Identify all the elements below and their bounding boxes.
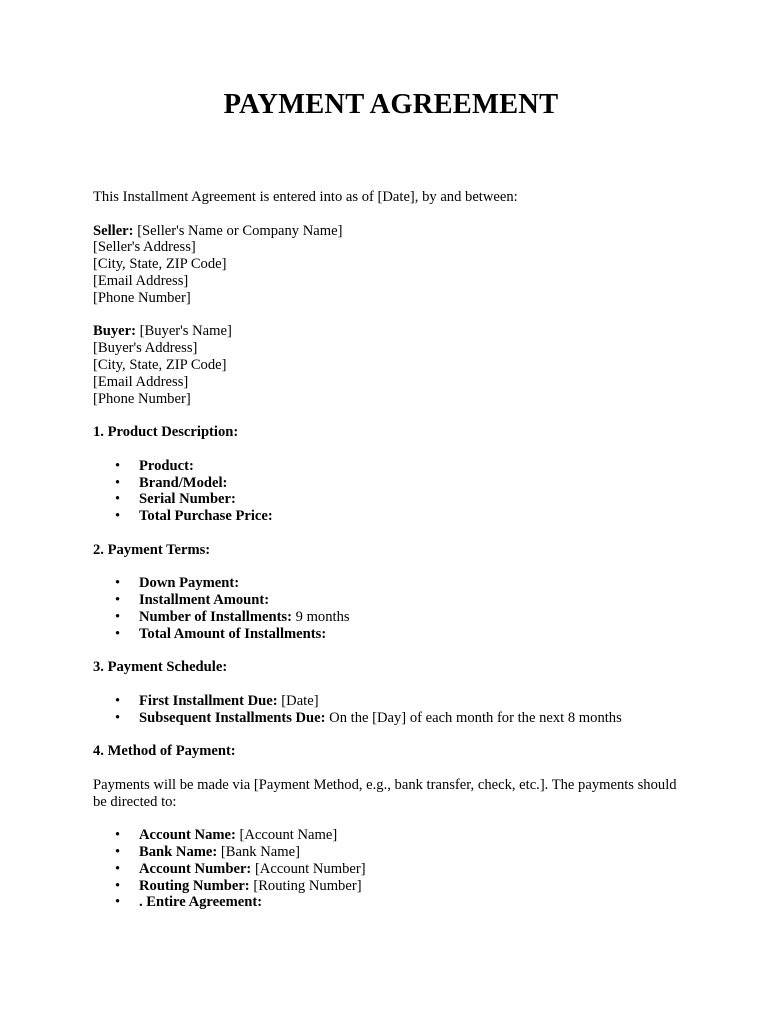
payment-terms-list xyxy=(93,575,693,642)
bullet-icon: • xyxy=(115,692,121,709)
bullet-icon: • xyxy=(115,894,121,911)
item-label: Serial Number: xyxy=(139,491,236,508)
list-item xyxy=(93,475,693,492)
spacer xyxy=(93,760,693,777)
payment-account-list xyxy=(93,827,693,911)
document-title: PAYMENT AGREEMENT xyxy=(223,89,559,120)
seller-address: [Seller's Address] xyxy=(93,239,196,256)
bullet-icon: • xyxy=(115,827,121,844)
buyer-address: [Buyer's Address] xyxy=(93,340,198,357)
product-description-list xyxy=(93,458,693,525)
bullet-icon: • xyxy=(115,491,121,508)
bullet-icon: • xyxy=(115,877,121,894)
seller-email: [Email Address] xyxy=(93,272,189,289)
list-item xyxy=(93,575,693,592)
seller-name: [Seller's Name or Company Name] xyxy=(137,222,343,239)
spacer xyxy=(93,206,693,223)
item-label: Account Number: xyxy=(139,860,252,877)
list-item xyxy=(93,491,693,508)
list-item xyxy=(93,508,693,525)
list-item xyxy=(93,609,693,626)
item-value: [Account Number] xyxy=(254,860,366,877)
list-item xyxy=(93,626,693,643)
seller-label: Seller: xyxy=(93,222,134,239)
spacer xyxy=(93,407,693,424)
spacer xyxy=(93,676,693,693)
item-label: Total Purchase Price: xyxy=(139,508,273,525)
bullet-icon: • xyxy=(115,860,121,877)
buyer-name: [Buyer's Name] xyxy=(139,323,232,340)
item-label: Total Amount of Installments: xyxy=(139,625,327,642)
list-item xyxy=(93,592,693,609)
list-item xyxy=(93,458,693,475)
item-label: . Entire Agreement: xyxy=(139,894,263,911)
item-label: Product: xyxy=(139,457,194,474)
item-label: Brand/Model: xyxy=(139,474,228,491)
bullet-icon: • xyxy=(115,575,121,592)
list-item xyxy=(93,894,693,911)
spacer xyxy=(93,559,693,576)
item-label: Account Name: xyxy=(139,827,236,844)
list-item xyxy=(93,710,693,727)
item-value: [Bank Name] xyxy=(220,844,300,861)
section-heading-method-of-payment: 4. Method of Payment: xyxy=(93,743,236,760)
buyer-email: [Email Address] xyxy=(93,373,189,390)
list-item xyxy=(93,878,693,895)
bullet-icon: • xyxy=(115,844,121,861)
section-heading-payment-terms: 2. Payment Terms: xyxy=(93,541,211,558)
bullet-icon: • xyxy=(115,592,121,609)
item-label: Routing Number: xyxy=(139,877,250,894)
bullet-icon: • xyxy=(115,709,121,726)
item-label: First Installment Due: xyxy=(139,692,278,709)
item-label: Down Payment: xyxy=(139,575,240,592)
section-heading-product-description: 1. Product Description: xyxy=(93,424,239,441)
spacer xyxy=(93,727,693,744)
list-item xyxy=(93,844,693,861)
buyer-city-state-zip: [City, State, ZIP Code] xyxy=(93,356,227,373)
spacer xyxy=(93,307,693,324)
bullet-icon: • xyxy=(115,608,121,625)
seller-name-line xyxy=(93,223,693,240)
spacer xyxy=(93,525,693,542)
buyer-name-line xyxy=(93,323,693,340)
list-item xyxy=(93,827,693,844)
buyer-label: Buyer: xyxy=(93,323,136,340)
item-value: [Routing Number] xyxy=(253,877,362,894)
item-value: [Date] xyxy=(281,692,319,709)
item-label: Installment Amount: xyxy=(139,592,270,609)
section-heading-payment-schedule: 3. Payment Schedule: xyxy=(93,659,228,676)
spacer xyxy=(93,810,693,827)
item-value: [Account Name] xyxy=(239,827,338,844)
item-value: On the [Day] of each month for the next 8 months xyxy=(329,709,622,726)
buyer-phone: [Phone Number] xyxy=(93,390,191,407)
item-label: Bank Name: xyxy=(139,844,218,861)
payment-method-paragraph: Payments will be made via [Payment Method, e.g., bank transfer, check, etc.]. The payments should be directed to: xyxy=(93,776,677,810)
list-item xyxy=(93,693,693,710)
spacer xyxy=(93,441,693,458)
document-body xyxy=(93,189,693,911)
bullet-icon: • xyxy=(115,625,121,642)
seller-city-state-zip: [City, State, ZIP Code] xyxy=(93,256,227,273)
payment-schedule-list xyxy=(93,693,693,727)
intro-paragraph: This Installment Agreement is entered into as of [Date], by and between: xyxy=(93,189,518,205)
bullet-icon: • xyxy=(115,508,121,525)
item-label: Number of Installments: xyxy=(139,608,292,625)
list-item xyxy=(93,861,693,878)
bullet-icon: • xyxy=(115,457,121,474)
item-label: Subsequent Installments Due: xyxy=(139,709,326,726)
item-value: 9 months xyxy=(295,608,350,625)
spacer xyxy=(93,643,693,660)
bullet-icon: • xyxy=(115,474,121,491)
seller-phone: [Phone Number] xyxy=(93,289,191,306)
